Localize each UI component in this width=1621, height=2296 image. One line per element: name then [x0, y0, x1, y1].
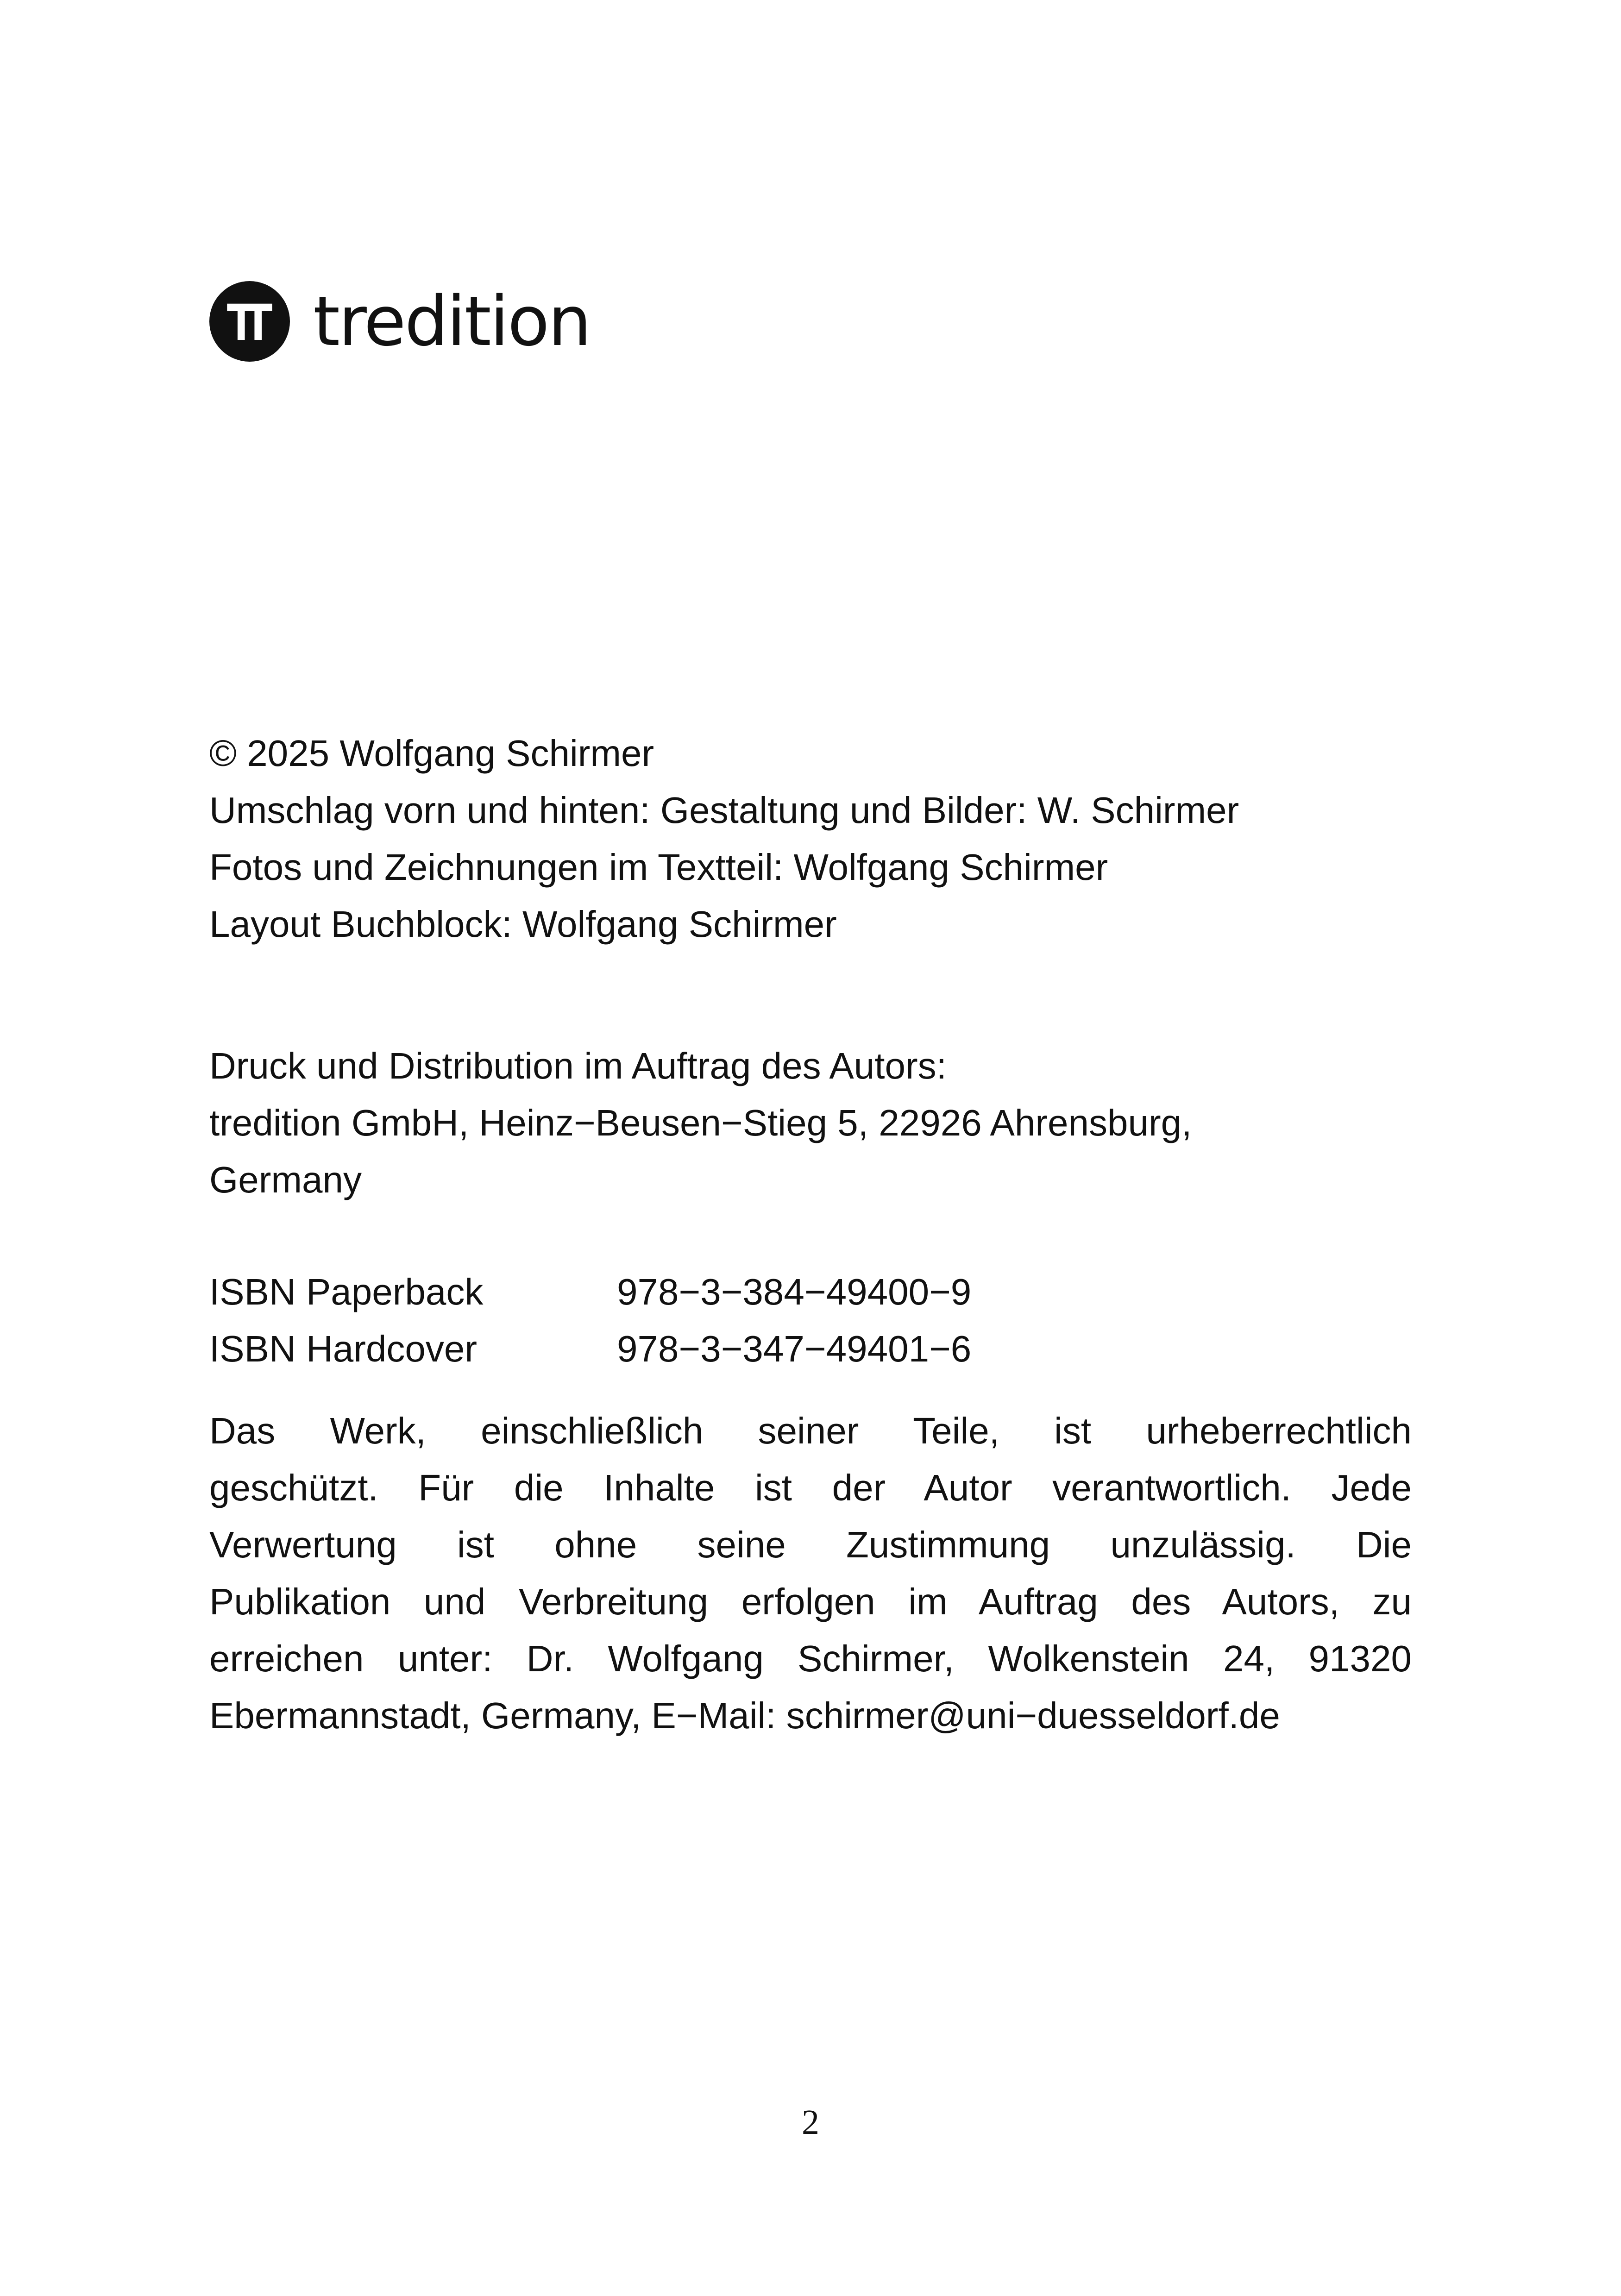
legal-notice-line: Publikation und Verbreitung erfolgen im Auftrag des Autors, zu	[209, 1581, 1412, 1622]
tredition-t-logo-icon	[209, 281, 290, 362]
publisher-country-line: Germany	[209, 1159, 362, 1200]
isbn-value: 978−3−347−49401−6	[617, 1328, 972, 1369]
printing-info-block	[209, 1037, 1192, 1208]
publisher-logo	[209, 280, 590, 363]
legal-notice-line: erreichen unter: Dr. Wolfgang Schirmer, Wolkenstein 24, 91320	[209, 1638, 1412, 1679]
brand-name: tredition	[313, 282, 591, 361]
legal-notice-line: Verwertung ist ohne seine Zustimmung unzulässig. Die	[209, 1524, 1412, 1565]
credits-block	[209, 725, 1239, 953]
photo-credit-line: Fotos und Zeichnungen im Textteil: Wolfgang Schirmer	[209, 847, 1108, 888]
layout-credit-line: Layout Buchblock: Wolfgang Schirmer	[209, 903, 837, 945]
legal-notice	[209, 1402, 1412, 1744]
isbn-label: ISBN Paperback	[209, 1271, 484, 1312]
legal-notice-line: Das Werk, einschließlich seiner Teile, ist urheberrechtlich	[209, 1410, 1412, 1451]
publisher-address-line: tredition GmbH, Heinz−Beusen−Stieg 5, 22926 Ahrensburg,	[209, 1102, 1192, 1143]
cover-credit-line: Umschlag vorn und hinten: Gestaltung und Bilder: W. Schirmer	[209, 790, 1239, 831]
legal-notice-line: Ebermannstadt, Germany, E−Mail: schirmer@uni−duesseldorf.de	[209, 1695, 1280, 1736]
legal-notice-line: geschützt. Für die Inhalte ist der Autor verantwortlich. Jede	[209, 1467, 1412, 1508]
printing-line: Druck und Distribution im Auftrag des Autors:	[209, 1045, 947, 1086]
isbn-label: ISBN Hardcover	[209, 1328, 477, 1369]
page-number: 2	[802, 2103, 819, 2142]
copyright-line: © 2025 Wolfgang Schirmer	[209, 733, 654, 774]
isbn-value: 978−3−384−49400−9	[617, 1271, 972, 1312]
